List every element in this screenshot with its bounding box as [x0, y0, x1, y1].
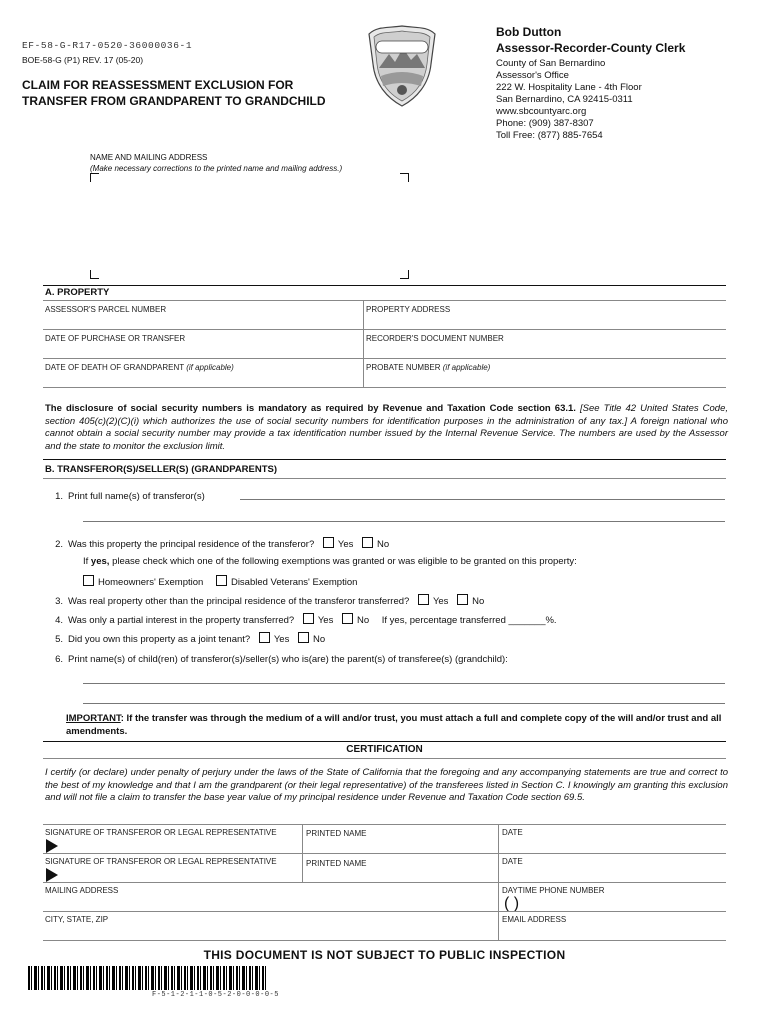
- daytime-phone-field[interactable]: ( ): [504, 895, 520, 912]
- ssn-disclosure-bold: The disclosure of social security numbers is mandatory as required by Revenue and Taxation Code section 63.1.: [45, 403, 576, 414]
- section-a-divider: [363, 300, 364, 387]
- section-b-rule: [43, 478, 726, 479]
- email-address-label: EMAIL ADDRESS: [502, 915, 567, 924]
- question-6-text: Print name(s) of child(ren) of transferor(s)/seller(s) who is(are) the parent(s) of transferee(s) (grandchild):: [68, 654, 508, 665]
- form-number: BOE-58-G (P1) REV. 17 (05-20): [22, 55, 144, 65]
- question-3-text: Was real property other than the principal residence of the transferor transferred?: [68, 596, 410, 607]
- printed-name-label-2: PRINTED NAME: [306, 859, 367, 868]
- important-label: IMPORTANT: [66, 713, 121, 724]
- purchase-date-field[interactable]: [45, 344, 360, 358]
- office-line: 222 W. Hospitality Lane - 4th Floor: [496, 82, 642, 93]
- office-toll-free: Toll Free: (877) 885-7654: [496, 130, 603, 141]
- address-corner-tl: [90, 173, 99, 182]
- signature-field-1[interactable]: [62, 838, 298, 853]
- q2-followup-if: If: [83, 556, 89, 567]
- homeowners-exemption-checkbox[interactable]: [83, 575, 94, 586]
- county-seal-logo: [365, 24, 439, 108]
- signature-grid-bottom: [43, 940, 726, 941]
- question-5-text: Did you own this property as a joint tenant?: [68, 634, 251, 645]
- signature-row-rule: [43, 853, 726, 854]
- question-2-followup: [83, 556, 577, 568]
- sign-here-arrow-icon: [46, 868, 58, 882]
- office-line: County of San Bernardino: [496, 58, 606, 69]
- purchase-date-label: DATE OF PURCHASE OR TRANSFER: [45, 334, 186, 343]
- mailing-address-note: (Make necessary corrections to the printed name and mailing address.): [90, 164, 343, 173]
- section-b-heading: B. TRANSFEROR(S)/SELLER(S) (GRANDPARENTS): [45, 464, 278, 475]
- veterans-exemption-checkbox[interactable]: [216, 575, 227, 586]
- property-address-field[interactable]: [366, 315, 724, 329]
- assessor-name: Bob Dutton: [496, 25, 562, 39]
- certification-top-rule: [43, 741, 726, 742]
- important-text: : If the transfer was through the medium of a will and/or trust, you must attach a full and complete copy of the will and/or trust and all amendments.: [66, 713, 722, 737]
- no-label: No: [472, 596, 485, 607]
- office-line: San Bernardino, CA 92415-0311: [496, 94, 633, 105]
- probate-number-label: [366, 363, 490, 372]
- question-5: [45, 632, 325, 646]
- question-1: [45, 491, 205, 503]
- signature-row-rule: [43, 882, 726, 883]
- property-address-label: PROPERTY ADDRESS: [366, 305, 451, 314]
- address-corner-br: [400, 270, 409, 279]
- homeowners-exemption-label: Homeowners' Exemption: [98, 577, 204, 588]
- question-2-text: Was this property the principal residence of the transferor?: [68, 539, 315, 550]
- no-label: No: [312, 634, 326, 645]
- mailing-address-label: [90, 152, 342, 174]
- q3-no-checkbox[interactable]: [457, 594, 468, 605]
- office-line: Assessor's Office: [496, 70, 569, 81]
- signature-label-1: SIGNATURE OF TRANSFEROR OR LEGAL REPRESENTATIVE: [45, 828, 277, 837]
- public-inspection-notice: THIS DOCUMENT IS NOT SUBJECT TO PUBLIC INSPECTION: [203, 948, 566, 962]
- form-title-line-1: CLAIM FOR REASSESSMENT EXCLUSION FOR: [22, 78, 294, 92]
- daytime-phone-label: DAYTIME PHONE NUMBER: [502, 886, 605, 895]
- section-a-top-rule: [43, 285, 726, 286]
- important-notice: [66, 712, 726, 738]
- q2-yes-checkbox[interactable]: [323, 537, 334, 548]
- no-label: No: [356, 615, 370, 626]
- death-date-note: (if applicable): [186, 363, 234, 372]
- signature-grid-top: [43, 824, 726, 825]
- yes-label: Yes: [317, 615, 334, 626]
- question-number: 5.: [55, 634, 63, 645]
- death-date-label: [45, 363, 234, 372]
- q5-yes-checkbox[interactable]: [259, 632, 270, 643]
- date-field-1[interactable]: [502, 840, 724, 853]
- mailing-address-area[interactable]: [100, 183, 395, 265]
- date-label-1: DATE: [502, 828, 523, 837]
- question-number: 6.: [55, 654, 63, 665]
- printed-name-field-2[interactable]: [306, 870, 494, 882]
- question-number: 3.: [55, 596, 63, 607]
- transferor-name-line-1[interactable]: [240, 499, 725, 500]
- recorder-document-field[interactable]: [366, 344, 724, 358]
- ssn-disclosure-italic: [See Title 42 United States Code, section 405(c)(2)(C)(i) which authorizes the use of social security numbers for identification purposes in the administration of any tax.] A foreign national who cannot obtain a social security number may provide a tax identification number issued by the Internal Revenue Service. The numbers are used by the Assessor and the state to monitor the exclusion limit.: [45, 403, 729, 452]
- city-state-zip-field[interactable]: [45, 926, 495, 940]
- question-6: [45, 654, 508, 666]
- recorder-document-label: RECORDER'S DOCUMENT NUMBER: [366, 334, 504, 343]
- probate-number-field[interactable]: [366, 373, 724, 387]
- q4-no-checkbox[interactable]: [342, 613, 353, 624]
- child-name-line-2[interactable]: [83, 703, 725, 704]
- ssn-disclosure: [45, 403, 728, 453]
- question-number: 1.: [55, 491, 63, 502]
- date-field-2[interactable]: [502, 869, 724, 882]
- death-date-field[interactable]: [45, 373, 360, 387]
- email-address-field[interactable]: [502, 926, 724, 940]
- section-a-row-rule: [43, 358, 726, 359]
- question-2: [45, 537, 389, 551]
- date-label-2: DATE: [502, 857, 523, 866]
- q4-yes-checkbox[interactable]: [303, 613, 314, 624]
- address-corner-bl: [90, 270, 99, 279]
- form-code: EF-58-G-R17-0520-36000036-1: [22, 40, 193, 51]
- mailing-address-label-cert: MAILING ADDRESS: [45, 886, 119, 895]
- printed-name-field-1[interactable]: [306, 840, 494, 853]
- exemption-options: [77, 575, 357, 589]
- question-number: 4.: [55, 615, 63, 626]
- mailing-address-field[interactable]: [45, 897, 495, 911]
- veterans-exemption-label: Disabled Veterans' Exemption: [230, 577, 358, 588]
- q2-followup-yes: yes,: [90, 556, 110, 567]
- barcode-image: [28, 966, 266, 990]
- q4-percentage-text: If yes, percentage transferred _______%.: [381, 615, 557, 626]
- question-number: 2.: [55, 539, 63, 550]
- printed-name-label-1: PRINTED NAME: [306, 829, 367, 838]
- question-1-text: Print full name(s) of transferor(s): [68, 491, 205, 502]
- form-title: [22, 77, 326, 109]
- transferor-name-line-2[interactable]: [83, 521, 725, 522]
- section-a-row-rule: [43, 329, 726, 330]
- probate-number-label-text: PROBATE NUMBER: [366, 363, 441, 372]
- q2-no-checkbox[interactable]: [362, 537, 373, 548]
- q3-yes-checkbox[interactable]: [418, 594, 429, 605]
- signature-label-2: SIGNATURE OF TRANSFEROR OR LEGAL REPRESENTATIVE: [45, 857, 277, 866]
- sign-here-arrow-icon: [46, 839, 58, 853]
- city-state-zip-label: CITY, STATE, ZIP: [45, 915, 109, 924]
- yes-label: Yes: [273, 634, 290, 645]
- question-4: [45, 613, 557, 627]
- apn-field[interactable]: [45, 315, 360, 329]
- q5-no-checkbox[interactable]: [298, 632, 309, 643]
- section-a-bottom-rule: [43, 387, 726, 388]
- child-name-line-1[interactable]: [83, 683, 725, 684]
- assessor-office-block: [496, 24, 685, 142]
- mailing-address-heading: NAME AND MAILING ADDRESS: [90, 153, 208, 162]
- q2-followup-text: please check which one of the following exemptions was granted or was eligible to be granted on this property:: [112, 556, 577, 567]
- office-phone: Phone: (909) 387-8307: [496, 118, 594, 129]
- signature-field-2[interactable]: [62, 867, 298, 882]
- assessor-title: Assessor-Recorder-County Clerk: [496, 41, 686, 55]
- office-website[interactable]: www.sbcountyarc.org: [496, 106, 587, 117]
- barcode-number: F-5-1-2-1-1-0-5-2-0-0-0-0-5: [152, 991, 279, 999]
- certification-rule: [43, 758, 726, 759]
- yes-label: Yes: [432, 596, 449, 607]
- probate-number-note: (if applicable): [442, 363, 491, 372]
- section-a-rule: [43, 300, 726, 301]
- section-b-top-rule: [43, 459, 726, 460]
- yes-label: Yes: [337, 539, 354, 550]
- apn-label: ASSESSOR'S PARCEL NUMBER: [45, 305, 167, 314]
- address-row-rule: [43, 911, 726, 912]
- question-4-text: Was only a partial interest in the property transferred?: [68, 615, 295, 626]
- address-corner-tr: [400, 173, 409, 182]
- certification-text: I certify (or declare) under penalty of perjury under the laws of the State of California that the foregoing and any accompanying statements are true and correct to the best of my knowledge and that I am the grandparent (or their legal representative) of the transferees listed in Section C. I knowingly am granting this exclusion and will not file a claim to transfer the base year value of my principal residence under Revenue and Taxation Code section 69.5.: [45, 767, 728, 803]
- section-a-heading: A. PROPERTY: [45, 287, 110, 298]
- no-label: No: [377, 539, 390, 550]
- form-title-line-2: TRANSFER FROM GRANDPARENT TO GRANDCHILD: [22, 94, 326, 108]
- question-3: [45, 594, 484, 608]
- death-date-label-text: DATE OF DEATH OF GRANDPARENT: [45, 363, 184, 372]
- certification-title: CERTIFICATION: [346, 744, 423, 755]
